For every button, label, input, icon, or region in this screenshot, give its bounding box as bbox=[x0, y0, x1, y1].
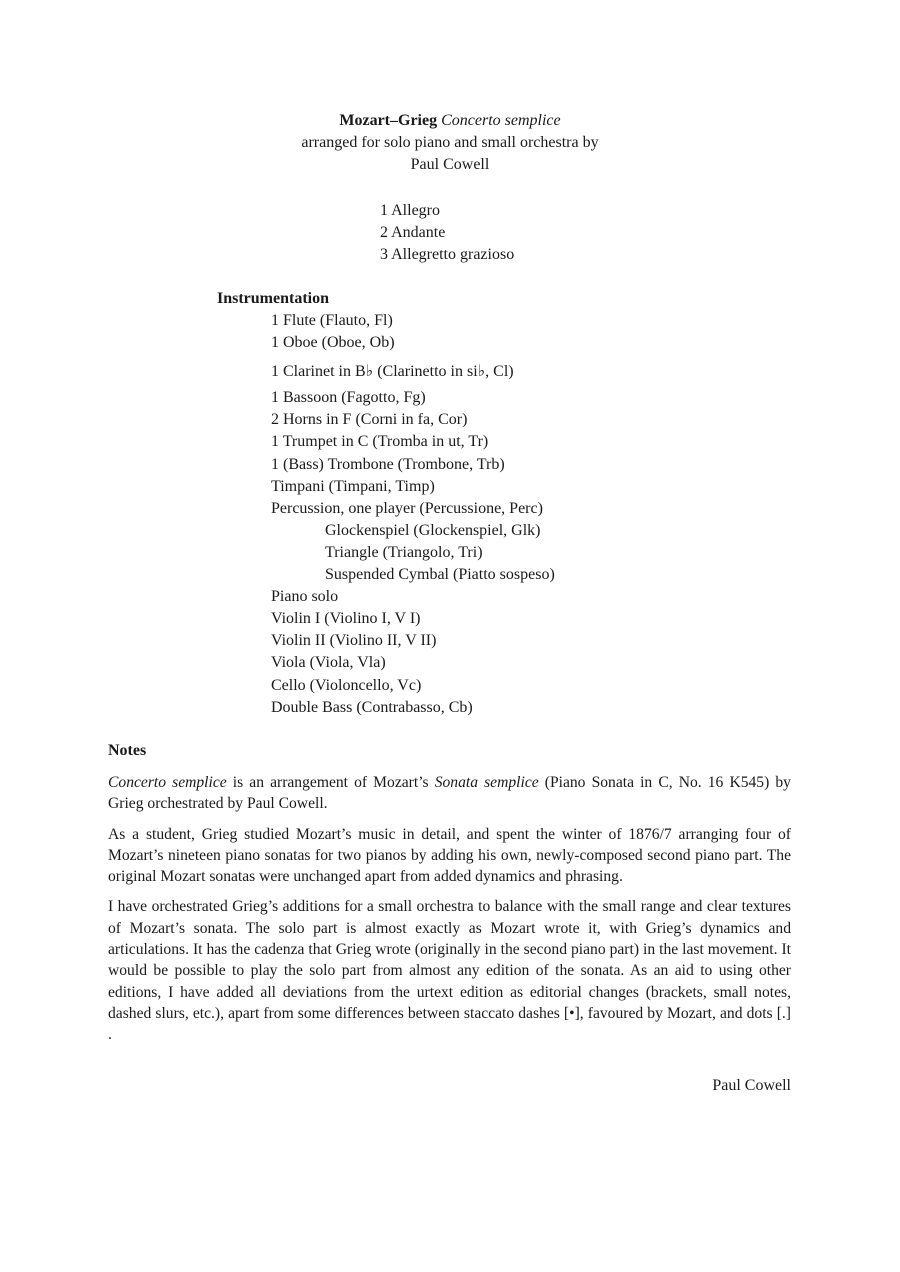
notes-body bbox=[108, 772, 791, 1055]
instrument-item: 2 Horns in F (Corni in fa, Cor) bbox=[271, 411, 468, 429]
instrument-subitem: Triangle (Triangolo, Tri) bbox=[325, 543, 483, 561]
instrument-item: Viola (Viola, Vla) bbox=[271, 654, 386, 672]
instrument-item: Timpani (Timpani, Timp) bbox=[271, 477, 435, 495]
movements-list bbox=[380, 200, 514, 266]
instrument-item: Cello (Violoncello, Vc) bbox=[271, 676, 422, 694]
notes-italic-title: Sonata semplice bbox=[434, 774, 539, 791]
instrument-item: 1 Clarinet in B♭ (Clarinetto in si♭, Cl) bbox=[271, 363, 514, 381]
notes-heading: Notes bbox=[108, 742, 147, 759]
instrument-subitem: Suspended Cymbal (Piatto sospeso) bbox=[325, 566, 555, 584]
instrument-item: 1 Flute (Flauto, Fl) bbox=[271, 312, 393, 329]
notes-paragraph-1 bbox=[108, 772, 791, 815]
work-title: Concerto semplice bbox=[441, 112, 561, 129]
movement-item: 3 Allegretto grazioso bbox=[380, 246, 515, 263]
instrument-item: Double Bass (Contrabasso, Cb) bbox=[271, 698, 473, 716]
instrument-item: 1 Oboe (Oboe, Ob) bbox=[271, 334, 395, 352]
notes-text: is an arrangement of Mozart’s bbox=[226, 774, 435, 791]
notes-paragraph-3: I have orchestrated Grieg’s additions for a small orchestra to balance with the small range and clear textures of Mozart’s sonata. The solo part is almost exactly as Mozart wrote it, with Grieg’s dynamics and articulations. It has the cadenza that Grieg wrote (originally in the second piano part) in the last movement. It would be possible to play the solo part from almost any edition of the sonata. As an aid to using other editions, I have added all deviations from the urtext edition as editorial changes (brackets, small notes, dashed slurs, etc.), apart from some differences between staccato dashes [•], favoured by Mozart, and dots [.] . bbox=[108, 898, 791, 1044]
instrumentation-heading: Instrumentation bbox=[217, 290, 330, 307]
instrument-item: 1 Trumpet in C (Tromba in ut, Tr) bbox=[271, 433, 489, 451]
notes-italic-title: Concerto semplice bbox=[108, 774, 227, 791]
instrumentation-list bbox=[271, 310, 555, 719]
instrument-item: 1 (Bass) Trombone (Trombone, Trb) bbox=[271, 455, 505, 473]
instrument-item: Violin II (Violino II, V II) bbox=[271, 632, 437, 650]
instrument-item: Violin I (Violino I, V I) bbox=[271, 610, 421, 628]
signature: Paul Cowell bbox=[712, 1077, 791, 1094]
main-title bbox=[0, 110, 900, 132]
notes-text: (Piano Sonata in C, No. 16 K545) by Grieg orchestrated by Paul Cowell. bbox=[108, 774, 791, 813]
instrument-item: 1 Bassoon (Fagotto, Fg) bbox=[271, 389, 426, 407]
instrument-item: Percussion, one player (Percussione, Perc) bbox=[271, 499, 543, 517]
movement-item: 2 Andante bbox=[380, 224, 446, 241]
arranger-name: Paul Cowell bbox=[410, 156, 490, 173]
title-block bbox=[0, 110, 900, 176]
subtitle: arranged for solo piano and small orchestra by bbox=[301, 134, 599, 151]
instrument-subitem: Glockenspiel (Glockenspiel, Glk) bbox=[325, 521, 541, 539]
composer-name: Mozart–Grieg bbox=[339, 112, 438, 129]
movement-item: 1 Allegro bbox=[380, 202, 440, 219]
instrument-item: Piano solo bbox=[271, 588, 339, 606]
notes-paragraph-2: As a student, Grieg studied Mozart’s music in detail, and spent the winter of 1876/7 arranging four of Mozart’s nineteen piano sonatas for two pianos by adding his own, newly-composed second piano part. The original Mozart sonatas were unchanged apart from added dynamics and phrasing. bbox=[108, 825, 791, 886]
